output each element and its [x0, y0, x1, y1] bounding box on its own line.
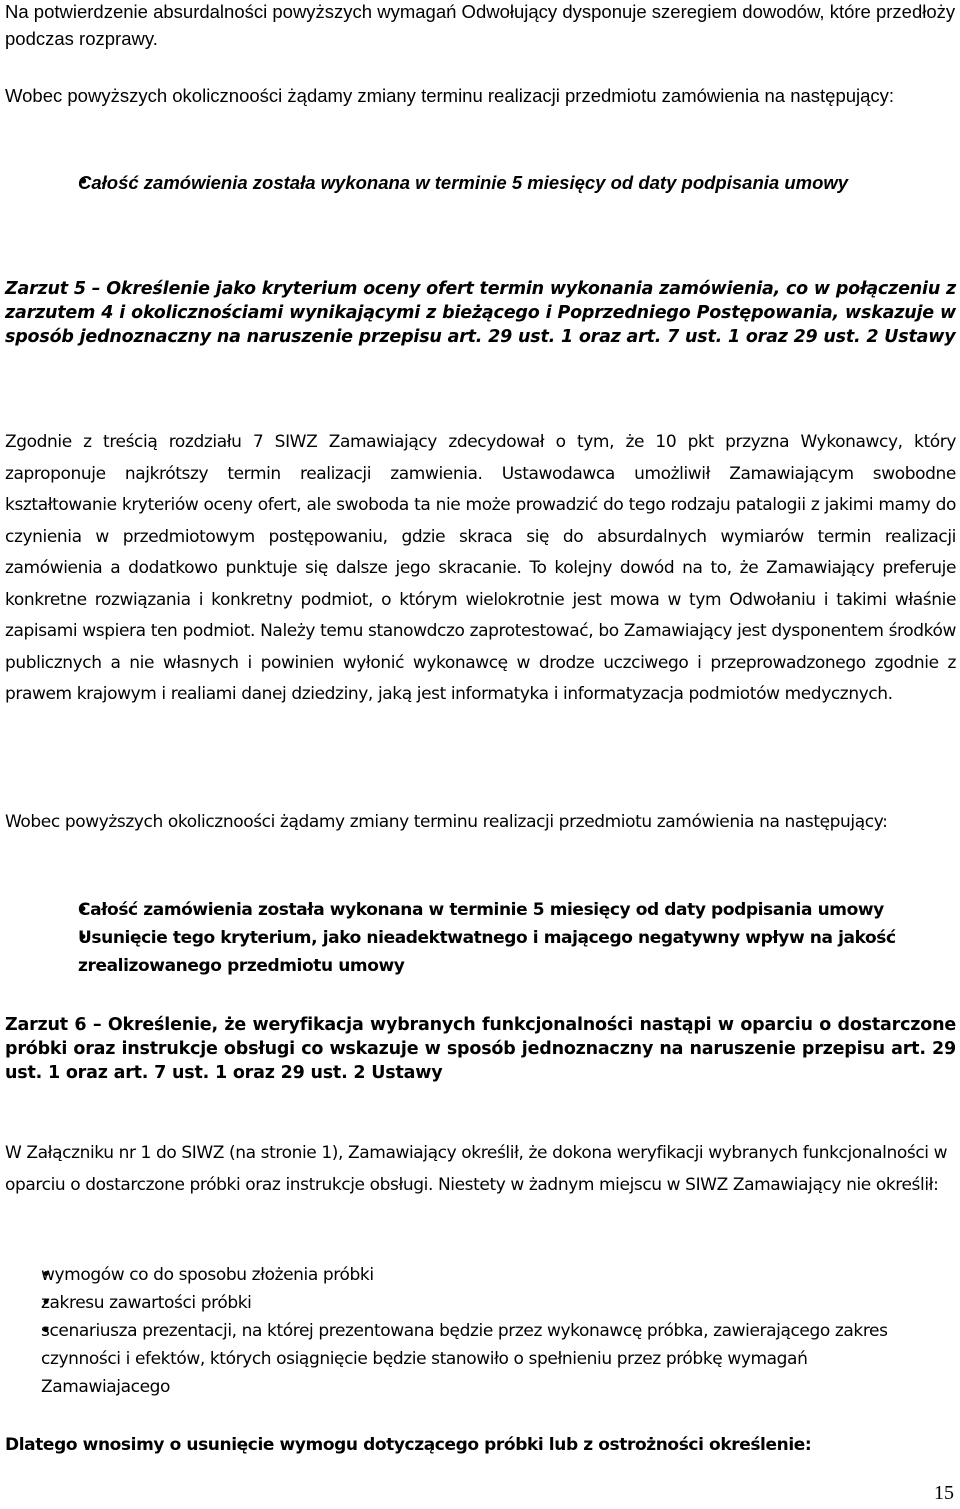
- list-item: • zakresu zawartości próbki: [5, 1289, 935, 1317]
- missing-requirements-list: [5, 1261, 935, 1401]
- zarzut6-body: W Załączniku nr 1 do SIWZ (na stronie 1), Zamawiający określił, że dokona weryfikacji wybranych funkcjonalności w oparciu o dostarczone próbki oraz instrukcje obsługi. Niestety w żadnym miejscu w SIWZ Zamawiający nie określił:: [5, 1143, 948, 1195]
- list-item: • Usunięcie tego kryterium, jako nieadektwatnego i mającego negatywny wpływ na jakość zrealizowanego przedmiotu umowy: [38, 924, 938, 980]
- list-item: • wymogów co do sposobu złożenia próbki: [5, 1261, 935, 1289]
- zarzut5-heading: Zarzut 5 – Określenie jako kryterium oceny ofert termin wykonania zamówienia, co w połączeniu z zarzutem 4 i okolicznościami wynikającymi z bieżącego i Poprzedniego Postępowania, wskazuje w sposób jednoznaczny na naruszenie przepisu art. 29 ust. 1 oraz art. 7 ust. 1 oraz 29 ust. 2 Ustawy: [5, 279, 956, 347]
- page-number: 15: [934, 1482, 954, 1504]
- list-item: • Całość zamówienia została wykonana w terminie 5 miesięcy od daty podpisania umowy: [38, 169, 938, 196]
- list-item: • Całość zamówienia została wykonana w terminie 5 miesięcy od daty podpisania umowy: [38, 896, 938, 924]
- demand-intro-2: Wobec powyższych okolicznoości żądamy zmiany terminu realizacji przedmiotu zamówienia na następujący:: [5, 812, 888, 832]
- list-item: • scenariusza prezentacji, na której prezentowana będzie przez wykonawcę próbka, zawierającego zakres czynności i efektów, których osiągnięcie będzie stanowiło o spełnieniu przez próbkę wymagań Zamawiajacego: [5, 1317, 935, 1401]
- demand-list-2: [38, 896, 938, 980]
- final-demand: Dlatego wnosimy o usunięcie wymogu dotyczącego próbki lub z ostrożności określenie:: [5, 1435, 812, 1455]
- zarzut6-heading: Zarzut 6 – Określenie, że weryfikacja wybranych funkcjonalności nastąpi w oparciu o dostarczone próbki oraz instrukcje obsługi co wskazuje w sposób jednoznaczny na naruszenie przepisu art. 29 ust. 1 oraz art. 7 ust. 1 oraz 29 ust. 2 Ustawy: [5, 1015, 956, 1083]
- demand-intro-1: Wobec powyższych okolicznoości żądamy zmiany terminu realizacji przedmiotu zamówienia na następujący:: [5, 85, 895, 106]
- intro-paragraph: Na potwierdzenie absurdalności powyższych wymagań Odwołujący dysponuje szeregiem dowodów, które przedłoży podczas rozprawy.: [5, 1, 956, 49]
- zarzut5-body: Zgodnie z treścią rozdziału 7 SIWZ Zamawiający zdecydował o tym, że 10 pkt przyzna Wykonawcy, który zaproponuje najkrótszy termin realizacji zamwienia. Ustawodawca umożliwił Zamawiającym swobodne kształtowanie kryteriów oceny ofert, ale swoboda ta nie może prowadzić do tego rodzaju patalogii z jakimi mamy do czynienia w przedmiotowym postępowaniu, gdzie skraca się do absurdalnych wymiarów termin realizacji zamówienia a dodatkowo punktuje się dalsze jego skracanie. To kolejny dowód na to, że Zamawiający preferuje konkretne rozwiązania i konkretny podmiot, o którym wielokrotnie jest mowa w tym Odwołaniu i takimi właśnie zapisami wspiera ten podmiot. Należy temu stanowdczo zaprotestować, bo Zamawiający jest dysponentem środków publicznych a nie własnych i powinien wyłonić wykonawcę w drodze uczciwego i przeprowadzonego zgodnie z prawem krajowym i realiami danej dziedziny, jaką jest informatyka i informatyzacja podmiotów medycznych.: [5, 432, 956, 704]
- demand-list-1: [38, 169, 938, 196]
